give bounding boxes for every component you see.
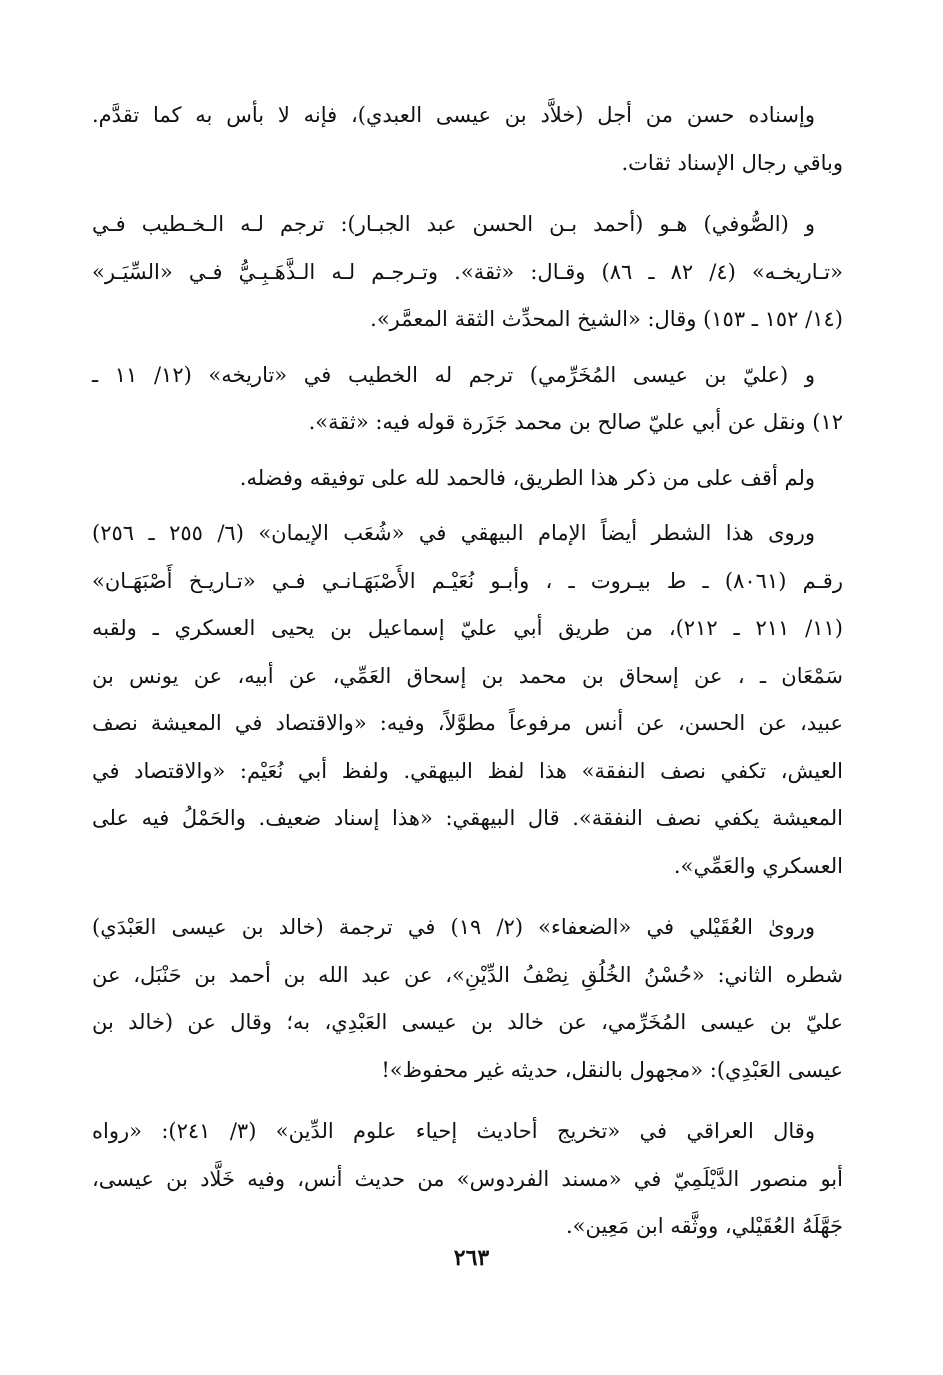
paragraph xyxy=(92,904,843,1094)
text-line: (١١/ ٢١١ ـ ٢١٢)، من طريق أبي عليّ إسماعيل بن يحيى العسكري ـ ولقبه xyxy=(92,616,843,640)
paragraph xyxy=(92,92,843,187)
paragraph xyxy=(92,455,843,503)
page-number: ٢٦٣ xyxy=(453,1245,490,1271)
text-line: العسكري والعَمِّي». xyxy=(673,853,843,878)
text-line: العيش، تكفي نصف النفقة» هذا لفظ البيهقي. ولفظ أبي نُعَيْم: «والاقتصاد في xyxy=(92,758,843,783)
body-text xyxy=(92,92,843,1251)
text-line: ولم أقف على من ذكر هذا الطريق، فالحمد لله على توفيقه وفضله. xyxy=(239,465,815,490)
paragraph xyxy=(92,352,843,447)
paragraph xyxy=(92,1108,843,1251)
paragraph xyxy=(92,510,843,890)
text-line: شطره الثاني: «حُسْنُ الخُلُقِ نِصْفُ الدِّيْنِ»، عن عبد الله بن أحمد بن حَنْبَل، عن xyxy=(92,962,843,987)
text-line: عبيد، عن الحسن، عن أنس مرفوعاً مطوَّلاً، وفيه: «والاقتصاد في المعيشة نصف xyxy=(92,711,843,735)
text-line: سَمْعَان ـ ، عن إسحاق بن محمد بن إسحاق العَمِّي، عن أبيه، عن يونس بن xyxy=(92,663,843,688)
text-line: جَهَّلَهُ العُقَيْلي، ووثَّقه ابن مَعِين». xyxy=(565,1214,843,1238)
paragraph xyxy=(92,201,843,344)
text-line: رقـم (٨٠٦١) ـ ط بيـروت ـ ، وأبـو نُعَيْـم الأَصْبَهَـانـي فـي «تـاريـخ أَصْبَهَـان» xyxy=(92,568,843,593)
text-line: و (عليّ بن عيسى المُخَرِّمي) ترجم له الخطيب في «تاريخه» (١٢/ ١١ ـ xyxy=(92,362,815,387)
text-line: أبو منصور الدَّيْلَمِيّ في «مسند الفردوس» من حديث أنس، وفيه خَلَّاد بن عيسى، xyxy=(92,1166,843,1191)
text-line: «تـاريخـه» (٤/ ٨٢ ـ ٨٦) وقـال: «ثقة». وتـرجـم لـه الـذَّهَـبِـيُّ فـي «السِّيَـر» xyxy=(92,259,843,284)
text-line: وإسناده حسن من أجل (خلاَّد بن عيسى العبدي)، فإنه لا بأس به كما تقدَّم. xyxy=(92,103,815,127)
text-line: عيسى العَبْدِي): «مجهول بالنقل، حديثه غير محفوظ»! xyxy=(381,1057,843,1082)
document-page xyxy=(92,92,843,1285)
text-line: وروى هذا الشطر أيضاً الإمام البيهقي في «شُعَب الإيمان» (٦/ ٢٥٥ ـ ٢٥٦) xyxy=(92,521,815,545)
text-line: و (الصُّوفي) هـو (أحمد بـن الحسن عبد الجبـار): ترجم لـه الـخـطيب فـي xyxy=(92,212,815,236)
text-line: وروىٰ العُقَيْلي في «الضعفاء» (٢/ ١٩) في ترجمة (خالد بن عيسى العَبْدَي) xyxy=(92,915,815,939)
text-line: وقال العراقي في «تخريج أحاديث إحياء علوم الدِّين» (٣/ ٢٤١): «رواه xyxy=(92,1119,815,1143)
text-line: عليّ بن عيسى المُخَرِّمي، عن خالد بن عيسى العَبْدِي، به؛ وقال عن (خالد بن xyxy=(92,1010,843,1034)
text-line: وباقي رجال الإسناد ثقات. xyxy=(621,150,843,175)
text-line: (١٤/ ١٥٢ ـ ١٥٣) وقال: «الشيخ المحدِّث الثقة المعمَّر». xyxy=(370,307,843,331)
text-line: المعيشة يكفي نصف النفقة». قال البيهقي: «هذا إسناد ضعيف. والحَمْلُ فيه على xyxy=(92,806,843,830)
text-line: ١٢) ونقل عن أبي عليّ صالح بن محمد جَزَرة قوله فيه: «ثقة». xyxy=(308,410,843,434)
